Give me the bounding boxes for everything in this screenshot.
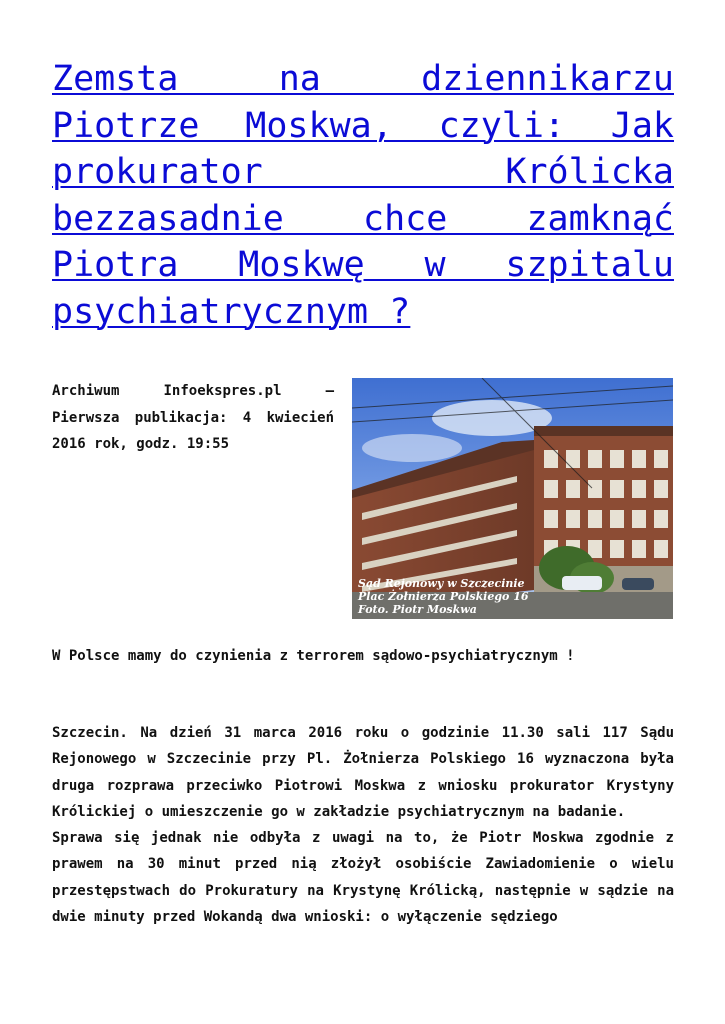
article-title-link[interactable]: Zemsta na dziennikarzu Piotrze Moskwa, czyli: Jak prokurator Królicka bezzasadnie chce zamknąć Piotra Moskwę w szpitalu psychiatrycznym ? <box>52 59 674 332</box>
publication-meta: Archiwum Infoekspres.pl – Pierwsza publikacja: 4 kwiecień 2016 rok, godz. 19:55 <box>52 383 334 452</box>
paragraph: Sprawa się jednak nie odbyła z uwagi na to, że Piotr Moskwa zgodnie z prawem na 30 minut przed nią złożył osobiście Zawiadomienie o wielu przestępstwach do Prokuratury na Krystynę Królicką, następnie w sądzie na dwie minuty przed Wokandą dwa wnioski: o wyłączenie sędziego <box>52 830 674 926</box>
court-building-photo <box>352 378 673 619</box>
lead-sentence: W Polsce mamy do czynienia z terrorem sądowo-psychiatrycznym ! <box>52 648 575 664</box>
photo-caption-line-3: Foto. Piotr Moskwa <box>358 603 477 616</box>
article <box>52 56 674 926</box>
article-intro <box>52 378 674 620</box>
photo-caption-line-1: Sąd Rejonowy w Szczecinie <box>358 577 525 590</box>
article-body <box>52 720 674 930</box>
photo-caption-line-2: Plac Żołnierza Polskiego 16 <box>358 590 529 603</box>
article-title[interactable] <box>52 56 674 335</box>
paragraph: Szczecin. Na dzień 31 marca 2016 roku o godzinie 11.30 sali 117 Sądu Rejonowego w Szczecinie przy Pl. Żołnierza Polskiego 16 wyznaczona była druga rozprawa przeciwko Piotrowi Moskwa z wniosku prokurator Krystyny Królickiej o umieszczenie go w zakładzie psychiatrycznym na badanie. <box>52 725 674 820</box>
